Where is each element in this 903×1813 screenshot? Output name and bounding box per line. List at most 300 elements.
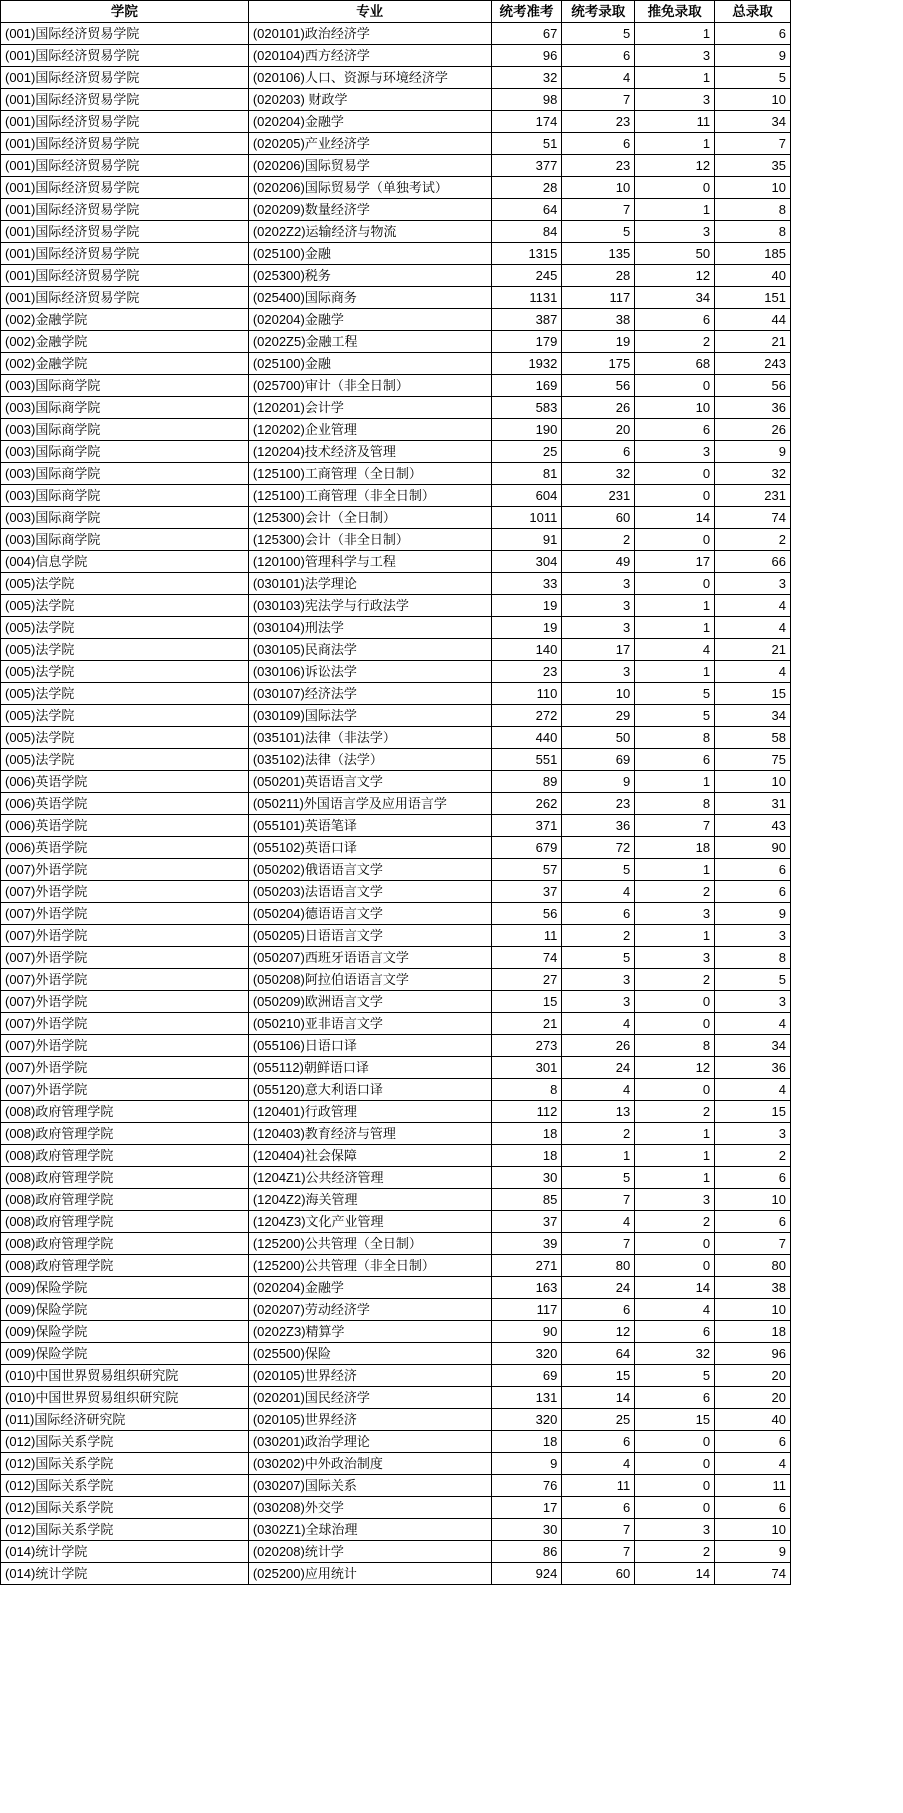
cell-college: (001)国际经济贸易学院 — [1, 67, 249, 89]
table-row — [1, 1475, 791, 1497]
table-row — [1, 1343, 791, 1365]
cell-major: (055101)英语笔译 — [248, 815, 491, 837]
cell-recommended-enrolled: 32 — [635, 1343, 715, 1365]
cell-exam-admitted-candidates: 39 — [491, 1233, 562, 1255]
cell-exam-enrolled: 4 — [562, 1453, 635, 1475]
cell-major: (050202)俄语语言文学 — [248, 859, 491, 881]
cell-exam-enrolled: 2 — [562, 529, 635, 551]
cell-exam-enrolled: 50 — [562, 727, 635, 749]
table-row — [1, 45, 791, 67]
cell-major: (050205)日语语言文学 — [248, 925, 491, 947]
cell-recommended-enrolled: 0 — [635, 1431, 715, 1453]
cell-exam-admitted-candidates: 679 — [491, 837, 562, 859]
cell-exam-admitted-candidates: 320 — [491, 1343, 562, 1365]
cell-exam-admitted-candidates: 91 — [491, 529, 562, 551]
cell-exam-enrolled: 72 — [562, 837, 635, 859]
table-row — [1, 881, 791, 903]
cell-major: (125300)会计（全日制） — [248, 507, 491, 529]
cell-college: (009)保险学院 — [1, 1343, 249, 1365]
table-row — [1, 1101, 791, 1123]
cell-total-enrolled: 4 — [715, 1013, 791, 1035]
cell-recommended-enrolled: 8 — [635, 793, 715, 815]
cell-exam-enrolled: 4 — [562, 881, 635, 903]
cell-total-enrolled: 74 — [715, 1563, 791, 1585]
cell-total-enrolled: 38 — [715, 1277, 791, 1299]
cell-exam-enrolled: 80 — [562, 1255, 635, 1277]
cell-exam-enrolled: 4 — [562, 1211, 635, 1233]
cell-major: (020105)世界经济 — [248, 1409, 491, 1431]
cell-college: (008)政府管理学院 — [1, 1255, 249, 1277]
cell-recommended-enrolled: 0 — [635, 529, 715, 551]
table-row — [1, 1365, 791, 1387]
cell-college: (006)英语学院 — [1, 793, 249, 815]
table-row — [1, 1321, 791, 1343]
cell-exam-enrolled: 9 — [562, 771, 635, 793]
cell-college: (005)法学院 — [1, 727, 249, 749]
column-header-recommended-enrolled: 推免录取 — [635, 1, 715, 23]
cell-exam-admitted-candidates: 15 — [491, 991, 562, 1013]
cell-recommended-enrolled: 1 — [635, 133, 715, 155]
table-row — [1, 419, 791, 441]
cell-exam-admitted-candidates: 84 — [491, 221, 562, 243]
cell-recommended-enrolled: 2 — [635, 969, 715, 991]
cell-recommended-enrolled: 50 — [635, 243, 715, 265]
cell-exam-enrolled: 3 — [562, 573, 635, 595]
cell-college: (005)法学院 — [1, 705, 249, 727]
cell-recommended-enrolled: 3 — [635, 89, 715, 111]
cell-exam-admitted-candidates: 25 — [491, 441, 562, 463]
cell-major: (120404)社会保障 — [248, 1145, 491, 1167]
cell-college: (007)外语学院 — [1, 881, 249, 903]
cell-exam-enrolled: 32 — [562, 463, 635, 485]
cell-exam-enrolled: 26 — [562, 397, 635, 419]
cell-exam-enrolled: 7 — [562, 199, 635, 221]
cell-total-enrolled: 26 — [715, 419, 791, 441]
cell-major: (055102)英语口译 — [248, 837, 491, 859]
cell-total-enrolled: 44 — [715, 309, 791, 331]
cell-college: (012)国际关系学院 — [1, 1475, 249, 1497]
cell-recommended-enrolled: 17 — [635, 551, 715, 573]
cell-major: (030103)宪法学与行政法学 — [248, 595, 491, 617]
cell-exam-enrolled: 6 — [562, 45, 635, 67]
cell-total-enrolled: 3 — [715, 573, 791, 595]
cell-major: (030105)民商法学 — [248, 639, 491, 661]
cell-total-enrolled: 10 — [715, 1189, 791, 1211]
cell-major: (020104)西方经济学 — [248, 45, 491, 67]
cell-college: (001)国际经济贸易学院 — [1, 45, 249, 67]
cell-total-enrolled: 18 — [715, 1321, 791, 1343]
table-row — [1, 859, 791, 881]
cell-total-enrolled: 10 — [715, 1519, 791, 1541]
cell-exam-admitted-candidates: 174 — [491, 111, 562, 133]
table-row — [1, 1211, 791, 1233]
cell-total-enrolled: 15 — [715, 683, 791, 705]
cell-college: (003)国际商学院 — [1, 485, 249, 507]
cell-college: (009)保险学院 — [1, 1321, 249, 1343]
cell-college: (005)法学院 — [1, 573, 249, 595]
column-header-major: 专业 — [248, 1, 491, 23]
cell-total-enrolled: 35 — [715, 155, 791, 177]
cell-exam-enrolled: 117 — [562, 287, 635, 309]
cell-recommended-enrolled: 3 — [635, 1519, 715, 1541]
cell-exam-enrolled: 6 — [562, 903, 635, 925]
cell-exam-enrolled: 23 — [562, 155, 635, 177]
cell-major: (020204)金融学 — [248, 309, 491, 331]
table-row — [1, 309, 791, 331]
cell-major: (020204)金融学 — [248, 1277, 491, 1299]
cell-major: (020206)国际贸易学 — [248, 155, 491, 177]
cell-major: (020209)数量经济学 — [248, 199, 491, 221]
cell-exam-enrolled: 17 — [562, 639, 635, 661]
cell-major: (120100)管理科学与工程 — [248, 551, 491, 573]
cell-exam-enrolled: 24 — [562, 1277, 635, 1299]
cell-recommended-enrolled: 11 — [635, 111, 715, 133]
cell-total-enrolled: 8 — [715, 199, 791, 221]
cell-total-enrolled: 9 — [715, 903, 791, 925]
cell-total-enrolled: 56 — [715, 375, 791, 397]
cell-exam-enrolled: 5 — [562, 221, 635, 243]
table-row — [1, 573, 791, 595]
table-row — [1, 353, 791, 375]
cell-exam-enrolled: 69 — [562, 749, 635, 771]
table-row — [1, 1057, 791, 1079]
cell-recommended-enrolled: 2 — [635, 1541, 715, 1563]
cell-major: (050210)亚非语言文学 — [248, 1013, 491, 1035]
cell-college: (001)国际经济贸易学院 — [1, 89, 249, 111]
cell-exam-enrolled: 2 — [562, 1123, 635, 1145]
table-row — [1, 397, 791, 419]
cell-recommended-enrolled: 2 — [635, 1101, 715, 1123]
cell-college: (008)政府管理学院 — [1, 1167, 249, 1189]
cell-exam-enrolled: 15 — [562, 1365, 635, 1387]
cell-major: (020205)产业经济学 — [248, 133, 491, 155]
table-row — [1, 507, 791, 529]
cell-college: (014)统计学院 — [1, 1541, 249, 1563]
cell-college: (001)国际经济贸易学院 — [1, 133, 249, 155]
cell-college: (001)国际经济贸易学院 — [1, 287, 249, 309]
cell-exam-admitted-candidates: 18 — [491, 1145, 562, 1167]
table-row — [1, 925, 791, 947]
cell-major: (120403)教育经济与管理 — [248, 1123, 491, 1145]
cell-exam-admitted-candidates: 30 — [491, 1167, 562, 1189]
cell-total-enrolled: 34 — [715, 111, 791, 133]
cell-major: (020204)金融学 — [248, 111, 491, 133]
cell-exam-enrolled: 1 — [562, 1145, 635, 1167]
table-row — [1, 243, 791, 265]
cell-major: (120204)技术经济及管理 — [248, 441, 491, 463]
cell-college: (007)外语学院 — [1, 1079, 249, 1101]
cell-major: (030208)外交学 — [248, 1497, 491, 1519]
table-row — [1, 133, 791, 155]
cell-exam-admitted-candidates: 1131 — [491, 287, 562, 309]
cell-college: (012)国际关系学院 — [1, 1497, 249, 1519]
cell-major: (035101)法律（非法学） — [248, 727, 491, 749]
cell-exam-enrolled: 13 — [562, 1101, 635, 1123]
column-header-exam-enrolled: 统考录取 — [562, 1, 635, 23]
cell-recommended-enrolled: 15 — [635, 1409, 715, 1431]
cell-college: (008)政府管理学院 — [1, 1101, 249, 1123]
cell-exam-admitted-candidates: 17 — [491, 1497, 562, 1519]
cell-total-enrolled: 6 — [715, 1167, 791, 1189]
cell-total-enrolled: 10 — [715, 89, 791, 111]
table-row — [1, 639, 791, 661]
table-row — [1, 331, 791, 353]
cell-total-enrolled: 31 — [715, 793, 791, 815]
cell-recommended-enrolled: 5 — [635, 683, 715, 705]
cell-exam-admitted-candidates: 74 — [491, 947, 562, 969]
cell-exam-admitted-candidates: 33 — [491, 573, 562, 595]
cell-recommended-enrolled: 0 — [635, 573, 715, 595]
cell-exam-admitted-candidates: 371 — [491, 815, 562, 837]
cell-exam-admitted-candidates: 583 — [491, 397, 562, 419]
table-row — [1, 177, 791, 199]
cell-recommended-enrolled: 3 — [635, 441, 715, 463]
cell-exam-admitted-candidates: 27 — [491, 969, 562, 991]
cell-exam-enrolled: 25 — [562, 1409, 635, 1431]
cell-recommended-enrolled: 0 — [635, 177, 715, 199]
cell-exam-admitted-candidates: 924 — [491, 1563, 562, 1585]
cell-exam-enrolled: 10 — [562, 683, 635, 705]
cell-exam-enrolled: 29 — [562, 705, 635, 727]
table-row — [1, 793, 791, 815]
cell-recommended-enrolled: 1 — [635, 1145, 715, 1167]
column-header-college: 学院 — [1, 1, 249, 23]
cell-college: (008)政府管理学院 — [1, 1145, 249, 1167]
cell-college: (007)外语学院 — [1, 1035, 249, 1057]
cell-college: (006)英语学院 — [1, 815, 249, 837]
table-row — [1, 1497, 791, 1519]
cell-exam-enrolled: 23 — [562, 111, 635, 133]
cell-major: (025100)金融 — [248, 243, 491, 265]
cell-recommended-enrolled: 3 — [635, 903, 715, 925]
table-row — [1, 1233, 791, 1255]
cell-recommended-enrolled: 1 — [635, 67, 715, 89]
cell-major: (125100)工商管理（全日制） — [248, 463, 491, 485]
cell-total-enrolled: 74 — [715, 507, 791, 529]
cell-college: (007)外语学院 — [1, 969, 249, 991]
cell-major: (0202Z3)精算学 — [248, 1321, 491, 1343]
cell-major: (025700)审计（非全日制） — [248, 375, 491, 397]
cell-major: (050207)西班牙语语言文学 — [248, 947, 491, 969]
cell-total-enrolled: 185 — [715, 243, 791, 265]
cell-recommended-enrolled: 10 — [635, 397, 715, 419]
cell-exam-admitted-candidates: 190 — [491, 419, 562, 441]
cell-recommended-enrolled: 34 — [635, 287, 715, 309]
cell-total-enrolled: 20 — [715, 1387, 791, 1409]
cell-college: (003)国际商学院 — [1, 375, 249, 397]
cell-recommended-enrolled: 0 — [635, 375, 715, 397]
cell-total-enrolled: 32 — [715, 463, 791, 485]
table-row — [1, 947, 791, 969]
cell-college: (003)国际商学院 — [1, 397, 249, 419]
column-header-exam-admitted-candidates: 统考准考 — [491, 1, 562, 23]
cell-recommended-enrolled: 12 — [635, 1057, 715, 1079]
cell-exam-admitted-candidates: 64 — [491, 199, 562, 221]
cell-major: (120202)企业管理 — [248, 419, 491, 441]
cell-total-enrolled: 10 — [715, 177, 791, 199]
cell-major: (125200)公共管理（非全日制） — [248, 1255, 491, 1277]
cell-recommended-enrolled: 1 — [635, 1167, 715, 1189]
table-row — [1, 903, 791, 925]
cell-major: (0302Z1)全球治理 — [248, 1519, 491, 1541]
cell-major: (020101)政治经济学 — [248, 23, 491, 45]
cell-exam-enrolled: 56 — [562, 375, 635, 397]
cell-total-enrolled: 2 — [715, 1145, 791, 1167]
cell-total-enrolled: 9 — [715, 1541, 791, 1563]
cell-college: (007)外语学院 — [1, 859, 249, 881]
cell-recommended-enrolled: 1 — [635, 23, 715, 45]
cell-recommended-enrolled: 0 — [635, 1013, 715, 1035]
cell-total-enrolled: 7 — [715, 1233, 791, 1255]
cell-major: (050209)欧洲语言文学 — [248, 991, 491, 1013]
cell-total-enrolled: 6 — [715, 23, 791, 45]
cell-major: (050201)英语语言文学 — [248, 771, 491, 793]
cell-major: (020208)统计学 — [248, 1541, 491, 1563]
cell-exam-admitted-candidates: 273 — [491, 1035, 562, 1057]
cell-college: (005)法学院 — [1, 617, 249, 639]
cell-major: (025200)应用统计 — [248, 1563, 491, 1585]
cell-exam-admitted-candidates: 140 — [491, 639, 562, 661]
cell-exam-admitted-candidates: 89 — [491, 771, 562, 793]
cell-exam-admitted-candidates: 21 — [491, 1013, 562, 1035]
table-row — [1, 837, 791, 859]
cell-college: (001)国际经济贸易学院 — [1, 221, 249, 243]
cell-exam-admitted-candidates: 272 — [491, 705, 562, 727]
cell-exam-admitted-candidates: 19 — [491, 617, 562, 639]
cell-major: (020106)人口、资源与环境经济学 — [248, 67, 491, 89]
table-row — [1, 595, 791, 617]
cell-total-enrolled: 3 — [715, 1123, 791, 1145]
cell-major: (1204Z1)公共经济管理 — [248, 1167, 491, 1189]
cell-exam-admitted-candidates: 57 — [491, 859, 562, 881]
cell-recommended-enrolled: 5 — [635, 705, 715, 727]
cell-exam-admitted-candidates: 18 — [491, 1123, 562, 1145]
table-row — [1, 1277, 791, 1299]
cell-total-enrolled: 11 — [715, 1475, 791, 1497]
cell-major: (030104)刑法学 — [248, 617, 491, 639]
cell-total-enrolled: 4 — [715, 1453, 791, 1475]
table-row — [1, 1409, 791, 1431]
cell-major: (0202Z2)运输经济与物流 — [248, 221, 491, 243]
table-row — [1, 1563, 791, 1585]
cell-exam-enrolled: 3 — [562, 617, 635, 639]
cell-total-enrolled: 58 — [715, 727, 791, 749]
cell-recommended-enrolled: 0 — [635, 1255, 715, 1277]
cell-total-enrolled: 231 — [715, 485, 791, 507]
cell-recommended-enrolled: 12 — [635, 155, 715, 177]
table-row — [1, 485, 791, 507]
cell-major: (055112)朝鲜语口译 — [248, 1057, 491, 1079]
cell-college: (010)中国世界贸易组织研究院 — [1, 1387, 249, 1409]
table-row — [1, 771, 791, 793]
cell-college: (003)国际商学院 — [1, 529, 249, 551]
cell-major: (1204Z2)海关管理 — [248, 1189, 491, 1211]
cell-college: (002)金融学院 — [1, 331, 249, 353]
cell-exam-enrolled: 3 — [562, 969, 635, 991]
cell-major: (030202)中外政治制度 — [248, 1453, 491, 1475]
table-row — [1, 1013, 791, 1035]
cell-recommended-enrolled: 0 — [635, 1475, 715, 1497]
cell-college: (002)金融学院 — [1, 353, 249, 375]
cell-major: (020203) 财政学 — [248, 89, 491, 111]
table-row — [1, 1255, 791, 1277]
cell-college: (009)保险学院 — [1, 1299, 249, 1321]
cell-total-enrolled: 4 — [715, 1079, 791, 1101]
table-row — [1, 705, 791, 727]
cell-recommended-enrolled: 68 — [635, 353, 715, 375]
cell-total-enrolled: 8 — [715, 221, 791, 243]
cell-recommended-enrolled: 4 — [635, 639, 715, 661]
cell-total-enrolled: 10 — [715, 771, 791, 793]
cell-total-enrolled: 43 — [715, 815, 791, 837]
table-row — [1, 463, 791, 485]
cell-total-enrolled: 4 — [715, 661, 791, 683]
cell-exam-admitted-candidates: 440 — [491, 727, 562, 749]
cell-total-enrolled: 90 — [715, 837, 791, 859]
cell-total-enrolled: 9 — [715, 441, 791, 463]
table-row — [1, 815, 791, 837]
table-row — [1, 23, 791, 45]
table-row — [1, 749, 791, 771]
cell-total-enrolled: 66 — [715, 551, 791, 573]
cell-exam-enrolled: 60 — [562, 1563, 635, 1585]
cell-total-enrolled: 80 — [715, 1255, 791, 1277]
cell-college: (005)法学院 — [1, 749, 249, 771]
cell-total-enrolled: 20 — [715, 1365, 791, 1387]
cell-major: (025400)国际商务 — [248, 287, 491, 309]
cell-major: (125200)公共管理（全日制） — [248, 1233, 491, 1255]
table-row — [1, 1079, 791, 1101]
cell-major: (020201)国民经济学 — [248, 1387, 491, 1409]
cell-college: (005)法学院 — [1, 639, 249, 661]
cell-college: (012)国际关系学院 — [1, 1453, 249, 1475]
cell-college: (001)国际经济贸易学院 — [1, 23, 249, 45]
cell-recommended-enrolled: 0 — [635, 1453, 715, 1475]
table-row — [1, 683, 791, 705]
cell-college: (007)外语学院 — [1, 947, 249, 969]
cell-exam-enrolled: 6 — [562, 1497, 635, 1519]
cell-college: (003)国际商学院 — [1, 463, 249, 485]
cell-exam-admitted-candidates: 169 — [491, 375, 562, 397]
cell-recommended-enrolled: 8 — [635, 727, 715, 749]
cell-exam-admitted-candidates: 551 — [491, 749, 562, 771]
cell-exam-enrolled: 7 — [562, 1519, 635, 1541]
cell-exam-enrolled: 4 — [562, 67, 635, 89]
cell-recommended-enrolled: 0 — [635, 485, 715, 507]
cell-total-enrolled: 34 — [715, 1035, 791, 1057]
cell-exam-enrolled: 49 — [562, 551, 635, 573]
cell-exam-admitted-candidates: 8 — [491, 1079, 562, 1101]
cell-recommended-enrolled: 6 — [635, 1321, 715, 1343]
cell-total-enrolled: 34 — [715, 705, 791, 727]
table-row — [1, 1189, 791, 1211]
table-header-row — [1, 1, 791, 23]
cell-exam-admitted-candidates: 28 — [491, 177, 562, 199]
cell-major: (030109)国际法学 — [248, 705, 491, 727]
cell-major: (030207)国际关系 — [248, 1475, 491, 1497]
cell-major: (035102)法律（法学） — [248, 749, 491, 771]
cell-recommended-enrolled: 1 — [635, 1123, 715, 1145]
cell-college: (007)外语学院 — [1, 1013, 249, 1035]
cell-exam-enrolled: 26 — [562, 1035, 635, 1057]
cell-major: (0202Z5)金融工程 — [248, 331, 491, 353]
cell-total-enrolled: 151 — [715, 287, 791, 309]
cell-recommended-enrolled: 8 — [635, 1035, 715, 1057]
cell-exam-enrolled: 2 — [562, 925, 635, 947]
cell-college: (001)国际经济贸易学院 — [1, 155, 249, 177]
cell-exam-admitted-candidates: 85 — [491, 1189, 562, 1211]
cell-exam-enrolled: 6 — [562, 1431, 635, 1453]
